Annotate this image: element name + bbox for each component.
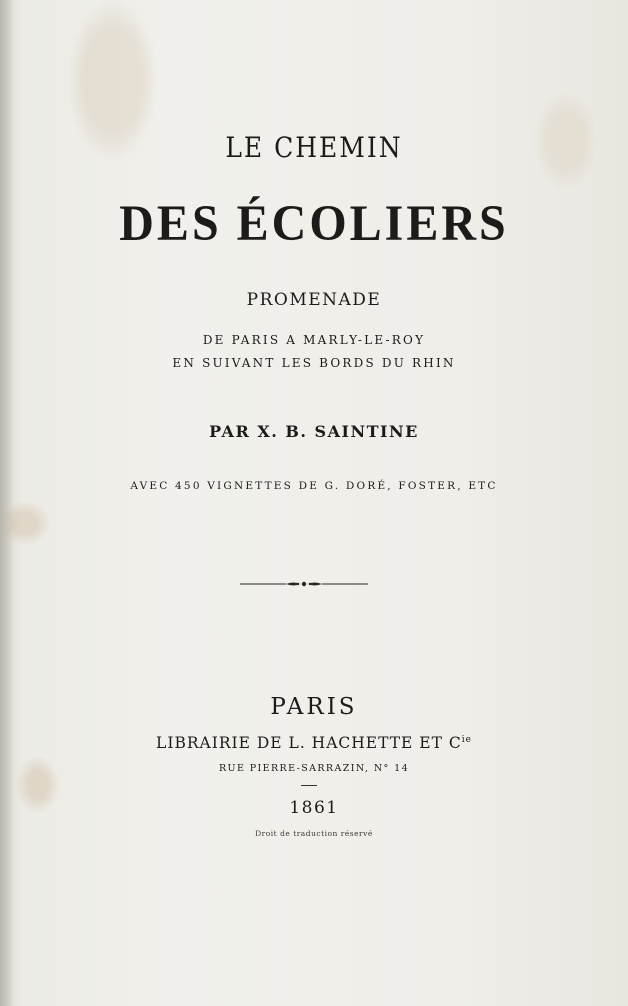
- subtitle: PROMENADE: [246, 290, 382, 310]
- title-line-1: LE CHEMIN: [225, 131, 403, 164]
- imprint-publisher: [0, 734, 628, 752]
- rights-notice: Droit de traduction réservé: [255, 829, 373, 838]
- imprint-city: PARIS: [270, 694, 358, 720]
- short-rule: [301, 785, 317, 786]
- author-line: PAR X. B. SAINTINE: [209, 422, 419, 441]
- imprint-year: 1861: [289, 798, 339, 818]
- imprint-address: RUE PIERRE-SARRAZIN, N° 14: [218, 763, 410, 774]
- illustrations-line: AVEC 450 VIGNETTES DE G. DORÉ, FOSTER, ETC: [130, 480, 498, 492]
- route-line-1: DE PARIS A MARLY-LE-ROY: [202, 333, 426, 347]
- title-line-2: DES ÉCOLIERS: [119, 195, 509, 252]
- ornament-rule-icon: [240, 577, 368, 591]
- publisher-superscript: ie: [461, 735, 472, 745]
- route-line-2: EN SUIVANT LES BORDS DU RHIN: [172, 356, 456, 370]
- publisher-name: LIBRAIRIE DE L. HACHETTE ET C: [156, 734, 462, 752]
